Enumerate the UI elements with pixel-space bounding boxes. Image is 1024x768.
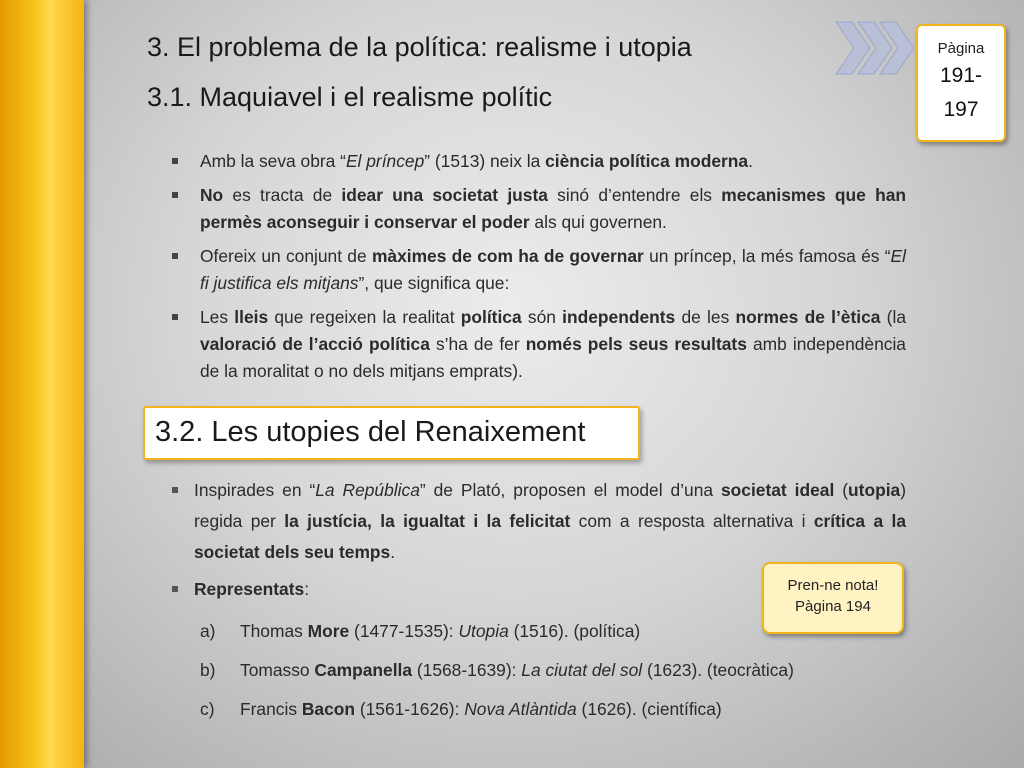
text: als qui governen. — [529, 212, 667, 232]
text-bold: Campanella — [314, 660, 413, 680]
section-title-3-2: 3.2. Les utopies del Renaixement — [155, 416, 586, 448]
list-item — [200, 651, 794, 690]
machiavelli-bullet-list — [172, 148, 906, 392]
text: sinó d’entendre els — [547, 185, 722, 205]
text: (1561-1626): — [355, 699, 465, 719]
text: ” (1513) neix la — [424, 151, 546, 171]
section-heading-box — [143, 406, 640, 460]
text: Les — [200, 307, 235, 327]
text: (1568-1639): — [412, 660, 522, 680]
page-range-end: 197 — [943, 98, 979, 121]
text-bold: idear una societat justa — [341, 185, 548, 205]
text-italic: El fi justifica els mitjans — [200, 246, 906, 293]
text-italic: La ciutat del sol — [521, 660, 643, 680]
list-marker: c) — [200, 699, 215, 719]
text: amb independència de la moralitat o no dels mitjans emprats). — [200, 334, 906, 381]
text: que regeixen la realitat — [268, 307, 461, 327]
text-bold: societat ideal — [721, 480, 835, 500]
text: ”, que significa que: — [358, 273, 510, 293]
list-item — [200, 690, 794, 729]
text-bold: només pels seus resultats — [525, 334, 747, 354]
side-accent-bar — [0, 0, 84, 768]
text: s’ha de fer — [429, 334, 526, 354]
text-bold: independents — [562, 307, 676, 327]
text: . — [748, 151, 753, 171]
text: Inspirades en “ — [194, 480, 316, 500]
text-bold: ciència política moderna — [545, 151, 749, 171]
page-range-start: 191- — [939, 64, 983, 87]
text: ) regida per — [194, 480, 906, 531]
text-bold: lleis — [234, 307, 269, 327]
list-marker: b) — [200, 660, 216, 680]
text: Amb la seva obra “ — [200, 151, 346, 171]
take-note-box — [762, 562, 904, 634]
note-line-1: Pren-ne nota! — [787, 577, 879, 594]
text: (1623). (teocràtica) — [642, 660, 794, 680]
text: : — [304, 579, 310, 599]
text-bold: utopia — [848, 480, 901, 500]
slide-title: 3. El problema de la política: realisme i utopia — [147, 32, 692, 62]
page-label: Pàgina — [937, 40, 985, 57]
text-bold: màximes de com ha de governar — [371, 246, 644, 266]
list-marker: a) — [200, 621, 216, 641]
text-bold: No — [200, 185, 224, 205]
text: Francis — [240, 699, 302, 719]
text: (1516). (política) — [508, 621, 641, 641]
text-italic: El príncep — [345, 151, 425, 171]
text: (la — [880, 307, 906, 327]
list-item — [200, 612, 794, 651]
text: es tracta de — [223, 185, 342, 205]
bullet-item — [172, 243, 906, 297]
bullet-item — [172, 475, 906, 568]
representatives-list — [200, 612, 794, 729]
text: de les — [675, 307, 736, 327]
bullet-item — [172, 182, 906, 236]
text-italic: La República — [315, 480, 420, 500]
page-reference-box — [916, 24, 1006, 142]
section-title-3-1: 3.1. Maquiavel i el realisme polític — [147, 82, 553, 112]
text: ” de Plató, proposen el model d’una — [419, 480, 721, 500]
text-bold: mecanismes que han permès aconseguir i conservar el poder — [200, 185, 907, 232]
text: . — [390, 542, 396, 562]
note-line-2: Pàgina 194 — [795, 598, 871, 615]
triple-chevron-right-icon — [832, 20, 918, 76]
text: Thomas — [240, 621, 308, 641]
text-italic: Nova Atlàntida — [464, 699, 577, 719]
text: (1477-1535): — [349, 621, 459, 641]
text-bold: Representats — [194, 579, 305, 599]
text: un príncep, la més famosa és “ — [643, 246, 891, 266]
text-bold: valoració de l’acció política — [200, 334, 430, 354]
text-bold: política — [460, 307, 522, 327]
text: com a resposta alternativa i — [570, 511, 814, 531]
text: ( — [834, 480, 849, 500]
text-bold: la justícia, la igualtat i la felicitat — [284, 511, 571, 531]
text: Tomasso — [240, 660, 315, 680]
text-bold: More — [307, 621, 350, 641]
bullet-item — [172, 148, 906, 175]
text-italic: Utopia — [458, 621, 509, 641]
text: (1626). (científica) — [576, 699, 722, 719]
text: Ofereix un conjunt de — [200, 246, 372, 266]
text-bold: normes de l’ètica — [735, 307, 881, 327]
bullet-item — [172, 304, 906, 385]
text: són — [521, 307, 563, 327]
text-bold: Bacon — [301, 699, 355, 719]
text-bold: crítica a la societat dels seu temps — [194, 511, 907, 562]
